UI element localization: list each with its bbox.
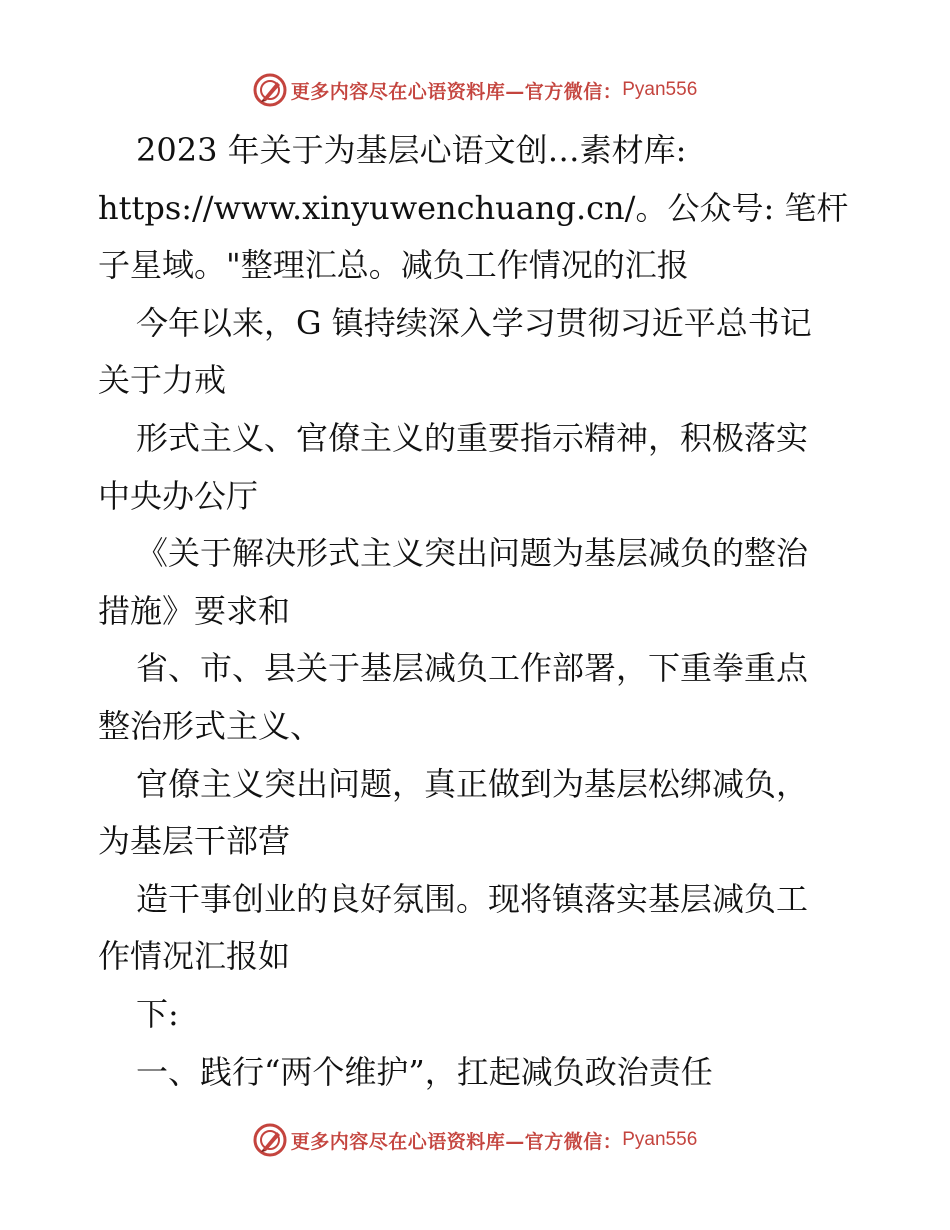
text-line: 官僚主义突出问题，真正做到为基层松绑减负， [136, 764, 809, 803]
text-line: 省、市、县关于基层减负工作部署，下重拳重点 [136, 649, 809, 688]
text-line: 《关于解决形式主义突出问题为基层减负的整治 [136, 534, 809, 573]
watermark-banner-bottom [0, 1120, 950, 1160]
text-line: 2023 年关于为基层心语文创…素材库: [136, 131, 687, 169]
watermark-text: 更多内容尽在心语资料库—官方微信： [290, 80, 623, 103]
text-line: 整治形式主义、 [98, 706, 323, 745]
text-line: 中央办公厅 [98, 476, 259, 515]
pen-logo-icon [253, 73, 287, 107]
text-line: 作情况汇报如 [98, 937, 291, 976]
text-line: 下: [136, 994, 179, 1033]
text-line: 子星域。"整理汇总。减负工作情况的汇报 [98, 246, 689, 285]
document-body [98, 122, 858, 1101]
text-line: 为基层干部营 [98, 822, 291, 861]
pen-logo-icon [253, 1123, 287, 1157]
watermark-wechat-id: Pyan556 [622, 1129, 698, 1150]
watermark-wechat-id: Pyan556 [622, 79, 698, 100]
text-line: 造干事创业的良好氛围。现将镇落实基层减负工 [136, 879, 809, 918]
text-line: 措施》要求和 [98, 591, 291, 630]
text-line: https://www.xinyuwenchuang.cn/。公众号: 笔杆 [98, 188, 849, 227]
text-line: 一、践行“两个维护”，扛起减负政治责任 [136, 1052, 713, 1091]
text-line: 形式主义、官僚主义的重要指示精神，积极落实 [136, 418, 809, 457]
watermark-banner-top [0, 70, 950, 110]
text-line: 今年以来，G 镇持续深入学习贯彻习近平总书记 [136, 303, 812, 342]
text-line: 关于力戒 [98, 361, 227, 400]
watermark-text: 更多内容尽在心语资料库—官方微信： [290, 1130, 623, 1153]
